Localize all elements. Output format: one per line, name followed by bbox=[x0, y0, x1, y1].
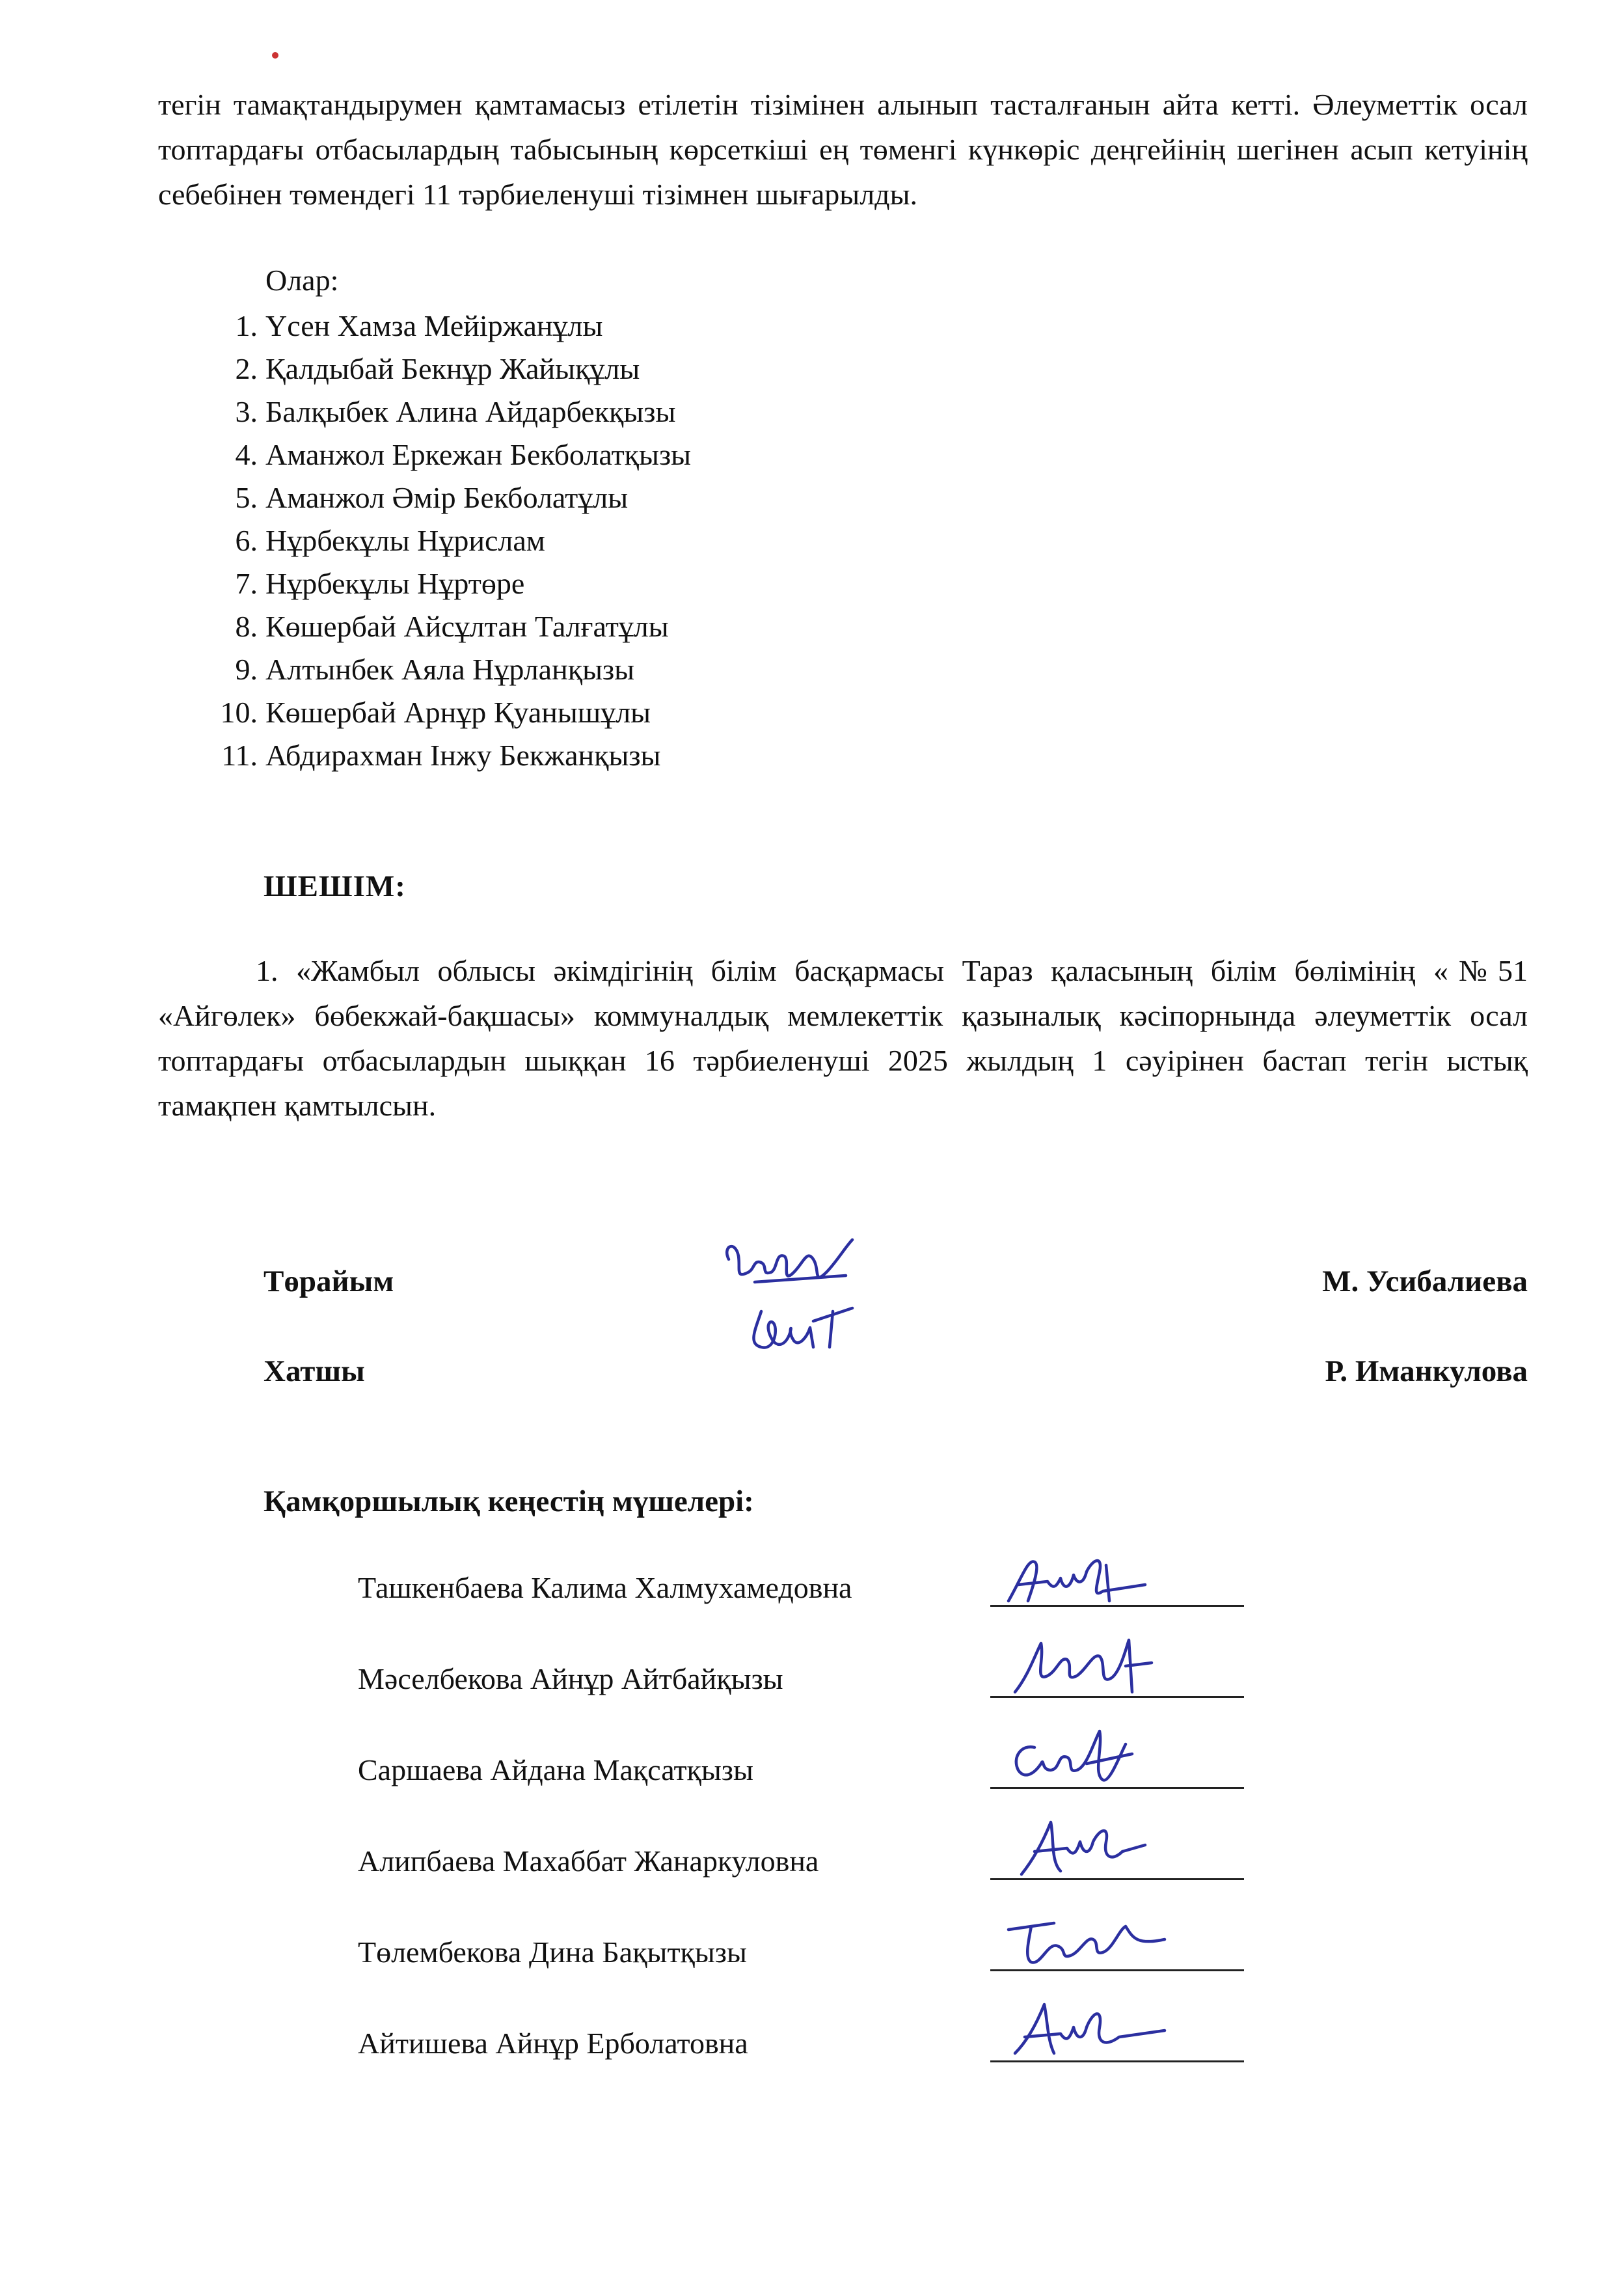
member-name: Алипбаева Махаббат Жанаркуловна bbox=[358, 1844, 819, 1878]
decision-heading: ШЕШІМ: bbox=[264, 869, 406, 903]
member-signature bbox=[995, 1718, 1191, 1790]
members-title: Қамқоршылық кеңестің мүшелері: bbox=[264, 1484, 754, 1518]
member-name: Айтишева Айнұр Ерболатовна bbox=[358, 2027, 748, 2060]
chair-role: Төрайым bbox=[264, 1265, 394, 1298]
list-item: 6. Нұрбекұлы Нұрислам bbox=[235, 524, 545, 557]
member-signature bbox=[995, 1630, 1191, 1702]
list-intro-label: Олар: bbox=[265, 264, 339, 297]
chair-name: М. Усибалиева bbox=[1322, 1265, 1528, 1298]
member-name: Ташкенбаева Калима Халмухамедовна bbox=[358, 1571, 852, 1604]
decision-paragraph: 1. «Жамбыл облысы әкімдігінің білім басқармасы Тараз қаласының білім бөлімінің «№51 «Айгөлек» бөбекжай-бақшасы» коммуналдық мемлекеттік қазыналық кәсіпорнында әлеуметтік осал топтардағы отбасылардын шыққан 16 тәрбиеленуші 2025 жылдың 1 сәуірінен бастап тегін ыстық тамақпен қамтылсын. bbox=[158, 954, 1528, 1122]
secretary-role: Хатшы bbox=[264, 1354, 365, 1388]
list-item: 5. Аманжол Әмір Бекболатұлы bbox=[235, 481, 629, 514]
chair-secretary-signatures bbox=[716, 1233, 885, 1376]
secretary-name: Р. Иманкулова bbox=[1325, 1354, 1528, 1388]
member-signature bbox=[995, 1812, 1191, 1884]
list-item: 11. Абдирахман Інжу Бекжанқызы bbox=[221, 739, 661, 772]
list-item: 10. Көшербай Арнұр Қуанышұлы bbox=[220, 696, 651, 729]
list-item: 1. Үсен Хамза Мейіржанұлы bbox=[235, 309, 603, 342]
list-item: 9. Алтынбек Аяла Нұрланқызы bbox=[235, 653, 635, 686]
list-item: 8. Көшербай Айсұлтан Талғатұлы bbox=[235, 610, 669, 643]
list-item: 3. Балқыбек Алина Айдарбекқызы bbox=[235, 395, 676, 428]
member-name: Төлембекова Дина Бақытқызы bbox=[358, 1935, 747, 1969]
member-signature bbox=[995, 1546, 1191, 1617]
ink-mark bbox=[272, 52, 278, 59]
member-name: Мәселбекова Айнұр Айтбайқызы bbox=[358, 1662, 783, 1695]
list-item: 7. Нұрбекұлы Нұртөре bbox=[235, 567, 525, 600]
member-signature bbox=[995, 1991, 1191, 2063]
member-signature bbox=[995, 1904, 1191, 1975]
children-list bbox=[207, 305, 691, 777]
list-item: 2. Қалдыбай Бекнұр Жайықұлы bbox=[235, 352, 640, 385]
intro-paragraph: тегін тамақтандырумен қамтамасыз етілетін тізімінен алынып тасталғанын айта кетті. Әлеуметтік осал топтардағы отбасылардың табысының көрсеткіші ең төменгі күнкөріс деңгейінің шегінен асып кетуінің себебінен төмендегі 11 тәрбиеленуші тізімнен шығарылды. bbox=[158, 88, 1528, 211]
list-item: 4. Аманжол Еркежан Бекболатқызы bbox=[235, 438, 692, 471]
member-name: Саршаева Айдана Мақсатқызы bbox=[358, 1753, 753, 1786]
